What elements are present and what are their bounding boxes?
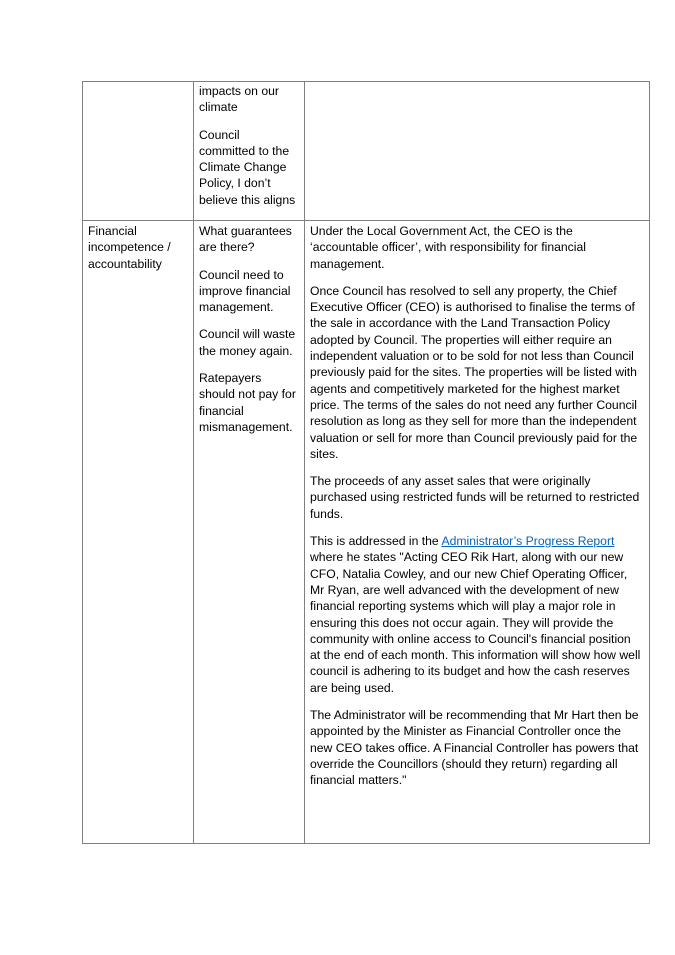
response-cell: [305, 82, 650, 221]
topic-text: Financial incompetence / accountability: [88, 224, 171, 271]
response-paragraph: Under the Local Government Act, the CEO is the ‘accountable officer’, with responsibility for financial management.: [310, 224, 586, 271]
topic-cell: [83, 221, 194, 844]
concerns-cell: [194, 82, 305, 221]
response-paragraph: The Administrator will be recommending that Mr Hart then be appointed by the Minister as Financial Controller once the new CEO takes office. A Financial Controller has powers that override the Councillors (should they return) regarding all financial matters.": [310, 708, 639, 788]
concerns-cell: [194, 221, 305, 844]
response-paragraph: The proceeds of any asset sales that were originally purchased using restricted funds will be returned to restricted funds.: [310, 474, 640, 521]
response-paragraph: [310, 533, 644, 696]
table-row: [83, 221, 650, 844]
response-text: This is addressed in the: [310, 534, 442, 549]
response-paragraph: Once Council has resolved to sell any property, the Chief Executive Officer (CEO) is authorised to finalise the terms of the sale in accordance with the Land Transaction Policy adopted by Council. The properties will either require an independent valuation or to be sold for not less than Council previously paid for the sites. The properties will be listed with agents and competitively marketed for the highest market price. The terms of the sales do not need any further Council resolution as long as they sell for more than the independent valuation or sell for more than Council previously paid for the sites.: [310, 283, 638, 461]
response-cell: [305, 221, 650, 844]
administrators-progress-report-link[interactable]: Administrator’s Progress Report: [441, 534, 615, 549]
concern-text: What guarantees are there?: [199, 224, 292, 255]
concern-text: Ratepayers should not pay for financial mismanagement.: [199, 371, 296, 434]
table-row: [83, 82, 650, 221]
response-text: where he states "Acting CEO Rik Hart, along with our new CFO, Natalia Cowley, and our new Chief Operating Officer, Mr Ryan, are well advanced with the development of new financial reporting systems which will play a major role in ensuring this does not occur again. They will provide the community with online access to Council's financial position at the end of each month. This information will show how well council is adhering to its budget and how the cash reserves are being used.: [310, 550, 641, 695]
concern-text: impacts on our climate: [199, 84, 279, 115]
topic-cell: [83, 82, 194, 221]
consultation-response-table: [82, 81, 650, 844]
concern-text: Council will waste the money again.: [199, 327, 296, 358]
concern-text: Council committed to the Climate Change Policy, I don’t believe this aligns: [199, 127, 296, 207]
concern-text: Council need to improve financial management.: [199, 267, 291, 315]
